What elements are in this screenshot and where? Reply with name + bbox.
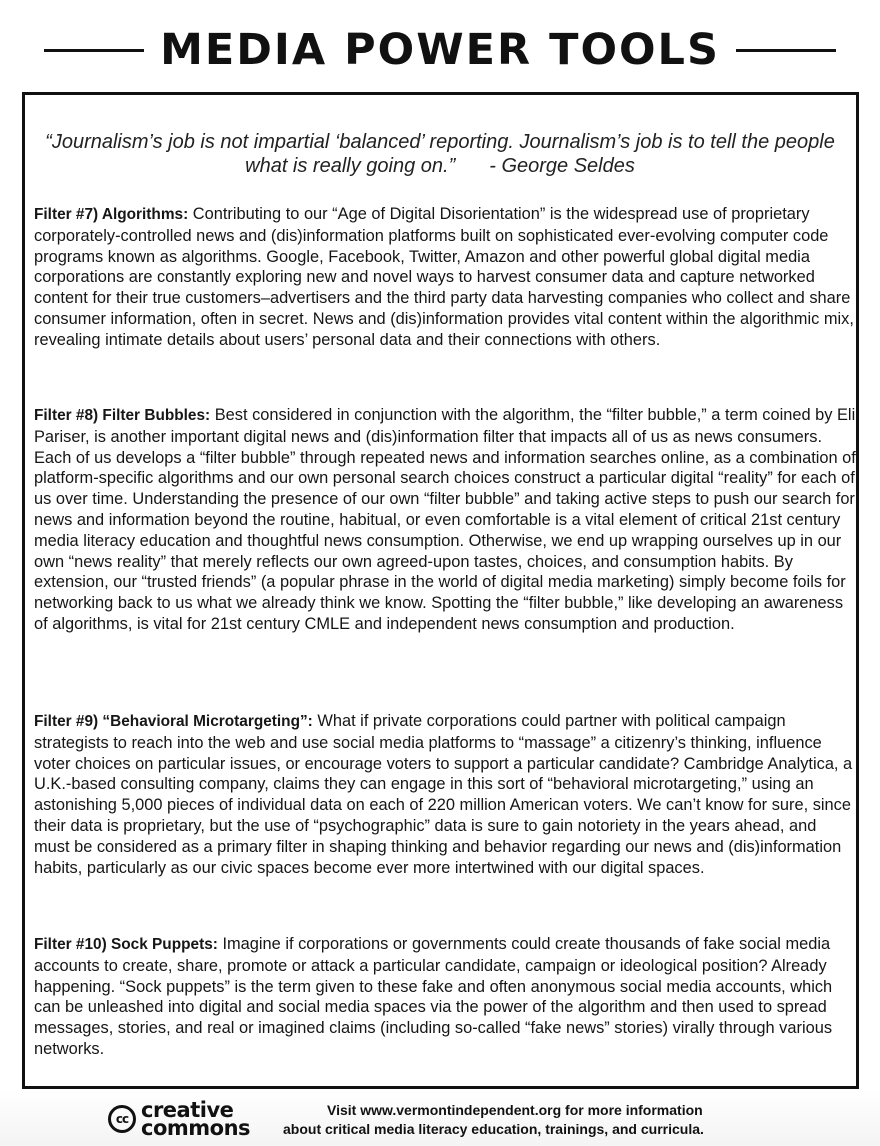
filter-7-paragraph [34,204,856,351]
filter-9-paragraph [34,711,856,878]
footer-line-2: about critical media literacy education, trainings, and curricula. [283,1121,704,1137]
cc-word-commons: commons [141,1116,251,1140]
cc-icon: cc [108,1105,136,1133]
title-rule-right [736,49,836,52]
filter-7-text: Contributing to our “Age of Digital Disorientation” is the widespread use of proprietary corporately-controlled news and (dis)information platforms built on sophisticated ever-evolving computer code programs known as algorithms. Google, Facebook, Twitter, Amazon and other powerful global digital media corporations are constantly exploring new and novel ways to harvest consumer data and capture networked content for their true customers–advertisers and the third party data harvesting companies who collect and share consumer information, often in secret. News and (dis)information provides vital content within the algorithmic mix, revealing intimate details about users’ personal data and their connections with others. [34,205,854,349]
epigraph-quote [40,130,840,178]
filter-8-text: Best considered in conjunction with the algorithm, the “filter bubble,” a term coined by Eli Pariser, is another important digital news and (dis)information filter that impacts all of us as news consumers. Each of us develops a “filter bubble” through repeated news and information searches online, as a combination of platform-specific algorithms and our own personal search choices construct a particular digital “reality” for each of us over time. Understanding the presence of our own “filter bubble” and taking active steps to push our search for news and information beyond the routine, habitual, or even comfortable is a vital element of critical 21st century media literacy education and thoughtful news consumption. Otherwise, we end up wrapping ourselves up in our own “news reality” that merely reflects our own agreed-upon tastes, choices, and consumption habits. By extension, our “trusted friends” (a popular phrase in the world of digital media marketing) simply become foils for networking back to us what we already think we know. Spotting the “filter bubble,” like developing an awareness of algorithms, is vital for 21st century CMLE and independent news consumption and production. [34,406,856,633]
filter-8-paragraph [34,405,856,635]
filter-9-label: Filter #9) “Behavioral Microtargeting”: [34,713,313,730]
filter-10-label: Filter #10) Sock Puppets: [34,936,218,953]
footer-info [283,1101,783,1139]
page-header [0,20,880,80]
title-rule-left [44,49,144,52]
footer-line-1: Visit www.vermontindependent.org for more information [327,1102,703,1118]
filter-7-label: Filter #7) Algorithms: [34,206,189,223]
creative-commons-logo [108,1099,273,1141]
filter-9-text: What if private corporations could partner with political campaign strategists to reach into the web and use social media platforms to “massage” a citizenry’s thinking, influence voter choices on particular issues, or encourage voters to support a particular candidate? Cambridge Analytica, a U.K.-based consulting company, claims they can engage in this sort of “behavioral microtargeting,” using an astonishing 5,000 pieces of individual data on each of 220 million American voters. We can’t know for sure, since their data is proprietary, but the use of “psychographic” data is sure to gain notoriety in the years ahead, and must be considered as a primary filter in shaping thinking and behavior regarding our news and (dis)information habits, particularly as our civic spaces become ever more intertwined with our digital spaces. [34,712,853,877]
page-title: MEDIA POWER TOOLS [160,25,720,75]
filter-8-label: Filter #8) Filter Bubbles: [34,407,211,424]
quote-author: - George Seldes [489,155,635,177]
cc-word-creative: creative [141,1098,234,1122]
filter-10-paragraph [34,934,856,1060]
filter-10-text: Imagine if corporations or governments could create thousands of fake social media accounts to create, share, promote or attack a particular candidate, campaign or ideological position? Already happening. “Sock puppets” is the term given to these fake and often anonymous social media accounts, which can be unleashed into digital and social media spaces via the power of the algorithm and then used to spread messages, stories, and real or imagined claims (including so-called “fake news” stories) virally through various networks. [34,935,833,1058]
quote-text: “Journalism’s job is not impartial ‘balanced’ reporting. Journalism’s job is to tell the people what is really going on.” [45,131,835,177]
